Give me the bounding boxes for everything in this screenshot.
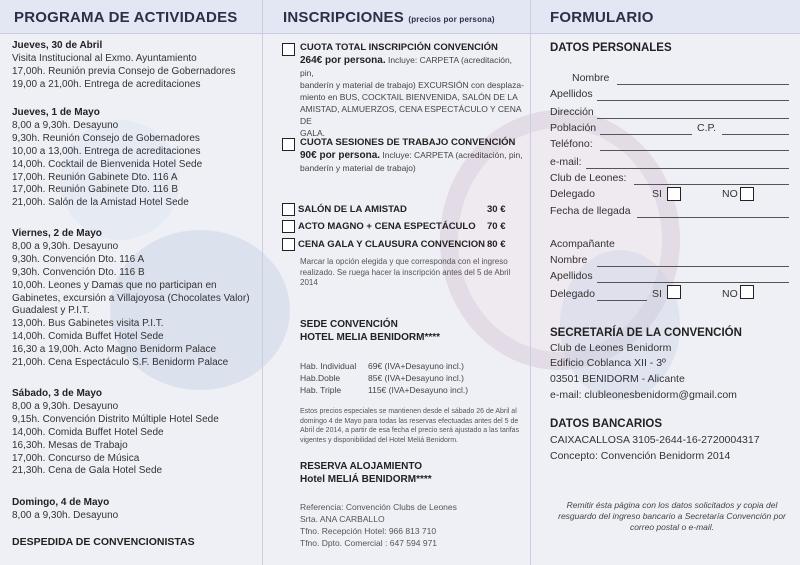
- bancario-line: Concepto: Convención Benidorm 2014: [550, 450, 731, 462]
- delegado-no-label: NO: [722, 188, 738, 200]
- cuota-total-line: miento en BUS, COCKTAIL BIENVENIDA, SALÓN DE LA: [300, 92, 518, 102]
- activity-line: 19,00 a 21,00h. Entrega de acreditaciones: [12, 78, 201, 90]
- opcion-checkbox[interactable]: [282, 220, 295, 233]
- secretaria-line: Club de Leones Benidorm: [550, 342, 672, 354]
- precios-line: Estos precios especiales se mantienen desde el sábado 26 de Abril al: [300, 408, 517, 415]
- cuota-sesiones-checkbox[interactable]: [282, 138, 295, 151]
- day-title: Jueves, 1 de Mayo: [12, 107, 100, 118]
- cp-field[interactable]: [722, 134, 789, 135]
- delegado-label: Delegado: [550, 188, 595, 200]
- nombre2-label: Nombre: [550, 254, 588, 266]
- hab-precio: 85€ (IVA+Desayuno incl.): [368, 373, 464, 383]
- precios-line: vigentes y disponibilidad del Hotel Meliá Benidorm.: [300, 436, 458, 444]
- cuota-sesiones-line: 90€ por persona. Incluye: CARPETA (acreditación, pin,: [300, 150, 523, 161]
- referencia-line: Referencia: Convención Clubs de Leones: [300, 502, 457, 512]
- bancario-line: CAIXACALLOSA 3105-2644-16-2720004317: [550, 434, 760, 446]
- opcion-price: 70 €: [487, 221, 506, 232]
- sede-convencion: [300, 318, 440, 344]
- nota-line: 2014: [300, 278, 318, 287]
- direccion-label: Dirección: [550, 106, 594, 118]
- apellidos-label: Apellidos: [550, 88, 593, 100]
- day-title: Jueves, 30 de Abril: [12, 40, 103, 51]
- email-label: e-mail:: [550, 156, 582, 168]
- cuota-sesiones-price: 90€ por persona.: [300, 150, 381, 161]
- hab-tipo: Hab. Individual: [300, 361, 357, 371]
- reserva-alojamiento: [300, 460, 432, 486]
- activity-line: 8,00 a 9,30h. Desayuno: [12, 400, 119, 412]
- precios-line: Abril de 2014, a partir de esa fecha el precio será ajustado a las tarifas: [300, 427, 520, 434]
- formulario-nota: Remitir ésta página con los datos solicitados y copia del resguardo del ingreso bancario a Secretaría Convención por correo postal o e-mail.: [558, 500, 786, 532]
- secretaria-title: SECRETARÍA DE LA CONVENCIÓN: [550, 327, 742, 339]
- datos-bancarios-title: DATOS BANCARIOS: [550, 418, 663, 430]
- opcion-price: 80 €: [487, 239, 506, 250]
- delegado2-si-checkbox[interactable]: [667, 285, 681, 299]
- cuota-total-line: GALA.: [300, 128, 326, 138]
- activity-line: 14,00h. Comida Buffet Hotel Sede: [12, 426, 164, 438]
- formulario-title: FORMULARIO: [550, 9, 654, 26]
- apellidos2-label: Apellidos: [550, 270, 593, 282]
- datos-personales-title: DATOS PERSONALES: [550, 42, 672, 54]
- nota-line: realizado. Se ruega hacer la inscripción antes del 5 de Abril: [300, 267, 511, 277]
- direccion-field[interactable]: [597, 118, 789, 119]
- activity-line: 8,00 a 9,30h. Desayuno: [12, 509, 119, 521]
- secretaria-line: Edificio Coblanca XII - 3º: [550, 357, 666, 369]
- activity-line: Guadalest y P.I.T.: [12, 305, 90, 317]
- activity-line: 10,00 a 13,00h. Entrega de acreditaciones: [12, 145, 201, 157]
- secretaria-line: 03501 BENIDORM - Alicante: [550, 373, 685, 385]
- telefono-label: Teléfono:: [550, 138, 593, 150]
- inscripciones-subtitle: (precios por persona): [408, 15, 495, 24]
- nombre-field[interactable]: [617, 84, 789, 85]
- nombre-label: Nombre: [572, 72, 610, 84]
- activity-line: 8,00 a 9,30h. Desayuno: [12, 119, 119, 131]
- referencia-line: Tfno. Dpto. Comercial : 647 594 971: [300, 538, 438, 548]
- delegado-si-checkbox[interactable]: [667, 187, 681, 201]
- hab-precio: 115€ (IVA+Desayuno incl.): [368, 385, 469, 395]
- poblacion-label: Población: [550, 122, 597, 134]
- activity-line: 9,30h. Convención Dto. 116 B: [12, 266, 145, 278]
- activity-line: 17,00h. Concurso de Música: [12, 452, 140, 464]
- cuota-total-checkbox[interactable]: [282, 43, 295, 56]
- referencia-line: Srta. ANA CARBALLO: [300, 514, 385, 524]
- inscripcion-nota: [300, 257, 528, 289]
- poblacion-field[interactable]: [600, 134, 692, 135]
- delegado2-si-label: SI: [652, 288, 662, 300]
- activity-line: 8,00 a 9,30h. Desayuno: [12, 240, 119, 252]
- hab-tipo: Hab.Doble: [300, 373, 341, 383]
- reserva-line: RESERVA ALOJAMIENTO: [300, 461, 423, 472]
- day-title: Domingo, 4 de Mayo: [12, 497, 110, 508]
- cuota-total-text: [300, 54, 525, 139]
- hab-tipo: Hab. Triple: [300, 385, 342, 395]
- referencia-line: Tfno. Recepción Hotel: 966 813 710: [300, 526, 437, 536]
- activity-line: 9,30h. Convención Dto. 116 A: [12, 253, 145, 265]
- inscripciones-title-text: INSCRIPCIONES: [283, 9, 404, 26]
- day-title: Viernes, 2 de Mayo: [12, 228, 102, 239]
- delegado2-label: Delegado: [550, 288, 595, 300]
- telefono-field[interactable]: [600, 150, 789, 151]
- activity-line: 16,30h. Mesas de Trabajo: [12, 439, 128, 451]
- delegado2-no-label: NO: [722, 288, 738, 300]
- nombre2-field[interactable]: [597, 266, 789, 267]
- activity-line: 16,30 a 19,00h. Acto Magno Benidorm Palace: [12, 344, 217, 356]
- cuota-total-title: CUOTA TOTAL INSCRIPCIÓN CONVENCIÓN: [300, 42, 498, 53]
- fold-divider: [262, 0, 263, 565]
- activity-line: 14,00h. Cocktail de Bienvenida Hotel Sede: [12, 158, 203, 170]
- cuota-total-line: 264€ por persona. Incluye: CARPETA (acreditación, pin,: [300, 55, 513, 78]
- activity-line: 17,00h. Reunión previa Consejo de Gobernadores: [12, 65, 236, 77]
- sede-line: SEDE CONVENCIÓN: [300, 319, 398, 330]
- delegado2-field[interactable]: [597, 300, 647, 301]
- apellidos2-field[interactable]: [597, 282, 789, 283]
- activity-line: 21,30h. Cena de Gala Hotel Sede: [12, 465, 163, 477]
- precios-line: domingo 4 de Mayo para todas las reservas efectuadas antes del 5 de: [300, 417, 519, 425]
- delegado2-no-checkbox[interactable]: [740, 285, 754, 299]
- reserva-line: Hotel MELIÁ BENIDORM****: [300, 474, 432, 485]
- precios-nota: [300, 407, 530, 445]
- fecha-llegada-field[interactable]: [637, 217, 789, 218]
- cuota-sesiones-line: banderín y material de trabajo): [300, 163, 416, 173]
- activity-line: Visita Institucional al Exmo. Ayuntamiento: [12, 52, 197, 64]
- activity-line: 9,15h. Convención Distrito Múltiple Hotel Sede: [12, 413, 219, 425]
- activity-line: 9,30h. Reunión Consejo de Gobernadores: [12, 132, 200, 144]
- delegado-si-label: SI: [652, 188, 662, 200]
- activity-line: 13,00h. Bus Gabinetes visita P.I.T.: [12, 318, 164, 330]
- cuota-total-line: banderín y material de trabajo) EXCURSIÓN con desplaza-: [300, 80, 524, 90]
- inscripciones-title: [283, 9, 495, 26]
- delegado-no-checkbox[interactable]: [740, 187, 754, 201]
- cuota-total-price: 264€ por persona.: [300, 55, 386, 66]
- opcion-label: ACTO MAGNO + CENA ESPECTÁCULO: [298, 221, 476, 232]
- acompanante-label: Acompañante: [550, 238, 615, 250]
- opcion-label: SALÓN DE LA AMISTAD: [298, 204, 407, 215]
- email-field[interactable]: [586, 168, 789, 169]
- secretaria-email[interactable]: e-mail: clubleonesbenidorm@gmail.com: [550, 389, 737, 401]
- opcion-checkbox[interactable]: [282, 238, 295, 251]
- sede-line: HOTEL MELIA BENIDORM****: [300, 332, 441, 343]
- cuota-total-line: AMISTAD, ALMUERZOS, CENA ESPECTÁCULO Y CENA DE: [300, 104, 522, 126]
- activity-line: 17,00h. Reunión Gabinete Dto. 116 B: [12, 184, 179, 196]
- opcion-price: 30 €: [487, 204, 506, 215]
- activity-line: 10,00h. Leones y Damas que no participan en: [12, 279, 217, 291]
- apellidos-field[interactable]: [597, 100, 789, 101]
- day-title: Sábado, 3 de Mayo: [12, 388, 103, 399]
- club-field[interactable]: [634, 184, 789, 185]
- activity-line: Gabinetes, excursión a Villajoyosa (Chocolates Valor): [12, 292, 250, 304]
- nota-line: Marcar la opción elegida y que corresponda con el ingreso: [300, 257, 508, 266]
- club-label: Club de Leones:: [550, 172, 627, 184]
- fecha-llegada-label: Fecha de llegada: [550, 205, 631, 217]
- cuota-sesiones-title: CUOTA SESIONES DE TRABAJO CONVENCIÓN: [300, 137, 516, 148]
- hab-precio: 69€ (IVA+Desayuno incl.): [368, 361, 464, 371]
- programa-title: PROGRAMA DE ACTIVIDADES: [14, 9, 238, 26]
- activity-line: 21,00h. Cena Espectáculo S.F. Benidorm Palace: [12, 357, 229, 368]
- cp-label: C.P.: [697, 122, 717, 134]
- fold-divider: [530, 0, 531, 565]
- activity-line: 17,00h. Reunión Gabinete Dto. 116 A: [12, 171, 178, 183]
- programa-footer: DESPEDIDA DE CONVENCIONISTAS: [12, 536, 195, 548]
- activity-line: 14,00h. Comida Buffet Hotel Sede: [12, 331, 164, 343]
- activity-line: 21,00h. Salón de la Amistad Hotel Sede: [12, 197, 189, 209]
- opcion-checkbox[interactable]: [282, 203, 295, 216]
- cuota-sesiones-text: [300, 149, 525, 174]
- opcion-label: CENA GALA Y CLAUSURA CONVENCION: [298, 239, 486, 250]
